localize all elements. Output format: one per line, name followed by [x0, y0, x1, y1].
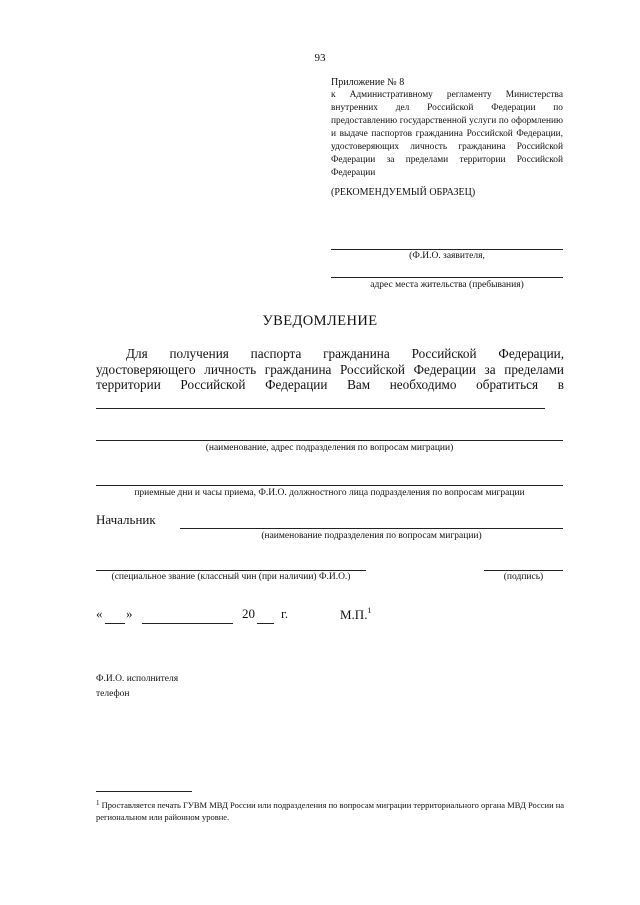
date-open-quote: «: [96, 606, 103, 621]
executor-block: [96, 672, 178, 702]
document-heading: УВЕДОМЛЕНИЕ: [262, 313, 378, 329]
sample-label: (РЕКОМЕНДУЕМЫЙ ОБРАЗЕЦ): [331, 187, 476, 198]
signature-line: [484, 570, 563, 571]
rank-line: [96, 570, 366, 571]
subdivision-caption: (наименование, адрес подразделения по вопросам миграции): [205, 443, 454, 453]
appendix-text: к Административному регламенту Министерства внутренних дел Российской Федерации по предоставлению государственной услуги по оформлению и выдаче паспортов гражданина Российской Федерации, удостоверяющих личность гражданина Российской Федерации за пределами территории Российской Федерации: [331, 90, 563, 178]
applicant-name-caption: (Ф.И.О. заявителя,: [409, 251, 485, 261]
date-month-line: [142, 623, 233, 624]
subdivision-line-1: [96, 408, 545, 409]
chief-label: Начальник: [96, 512, 156, 527]
page-number: 93: [314, 52, 326, 64]
notice-paragraph: [96, 346, 564, 393]
footnote-separator: [96, 791, 192, 792]
footnote-mark: 1: [96, 799, 100, 807]
paragraph-line-3: территории Российской Федерации Вам необходимо обратиться в: [96, 377, 564, 392]
date-year-suffix: г.: [281, 606, 289, 621]
stamp-label: [340, 606, 371, 623]
paragraph-line-2: удостоверяющего личность гражданина Российской Федерации за пределами: [96, 361, 564, 377]
appendix-title: Приложение № 8: [331, 77, 405, 88]
reception-line: [96, 485, 563, 486]
applicant-name-line: [331, 249, 563, 250]
footnote: [96, 797, 576, 823]
rank-caption: (специальное звание (классный чин (при наличии) Ф.И.О.): [111, 572, 351, 582]
signature-caption: (подпись): [503, 572, 544, 582]
stamp-text: М.П.: [340, 607, 368, 622]
chief-caption: (наименование подразделения по вопросам миграции): [261, 531, 482, 541]
date-year-prefix: 20: [242, 606, 255, 621]
applicant-address-line: [331, 277, 563, 278]
paragraph-line-1: Для получения паспорта гражданина Российской Федерации,: [126, 346, 564, 361]
date-close-quote: »: [126, 606, 133, 621]
applicant-address-caption: адрес места жительства (пребывания): [370, 280, 524, 290]
date-day-line: [105, 623, 125, 624]
footnote-text: Проставляется печать ГУВМ МВД России или подразделения по вопросам миграции территориального органа МВД России на региональном или районном уровне.: [96, 800, 565, 822]
subdivision-line-2: [96, 440, 563, 441]
appendix-block: [331, 76, 563, 180]
executor-label: Ф.И.О. исполнителя: [96, 674, 179, 684]
chief-line: [180, 528, 563, 529]
stamp-footnote-mark: 1: [367, 606, 372, 615]
phone-label: телефон: [96, 689, 130, 699]
date-year-line: [257, 623, 274, 624]
reception-caption: приемные дни и часы приема, Ф.И.О. должностного лица подразделения по вопросам миграции: [134, 488, 525, 498]
